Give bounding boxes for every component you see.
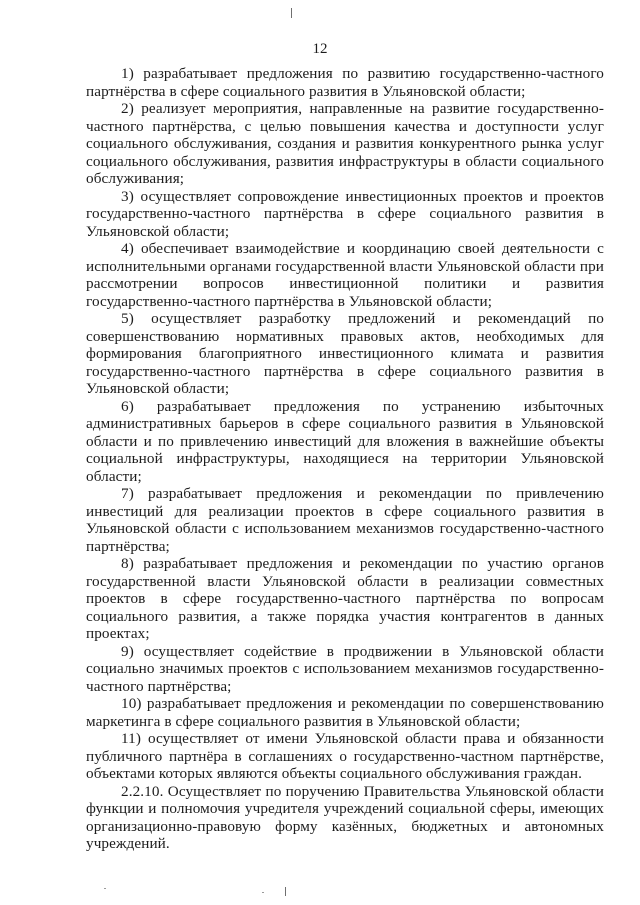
paragraph: 6) разрабатывает предложения по устранению избыточных административных барьеров в сфере социального развития в Ульяновской области и по привлечению инвестиций для вложения в важнейшие объекты социальной инфраструктуры, находящиеся на территории Ульяновской области; [86, 397, 604, 485]
paragraph: 5) осуществляет разработку предложений и рекомендаций по совершенствованию нормативных правовых актов, необходимых для формирования благоприятного инвестиционного климата и развития государственно-частного партнёрства в сфере социального развития в Ульяновской области; [86, 310, 604, 397]
paragraph: 11) осуществляет от имени Ульяновской области права и обязанности публичного партнёра в соглашениях о государственно-частном партнёрстве, объектами которых являются объекты социального обслуживания граждан. [86, 730, 604, 782]
page-number: 12 [312, 41, 328, 57]
paragraph: 10) разрабатывает предложения и рекомендации по совершенствованию маркетинга в сфере социального развития в Ульяновской области; [86, 695, 604, 730]
scan-mark-bottom [285, 887, 286, 896]
paragraph: 1) разрабатывает предложения по развитию государственно-частного партнёрства в сфере социального развития в Ульяновской области; [86, 65, 604, 100]
scan-speck [262, 892, 264, 893]
paragraph: 8) разрабатывает предложения и рекомендации по участию органов государственной власти Ульяновской области в реализации совместных проектов в сфере государственно-частного партнёрства по вопросам социального развития, а также порядка участия контрагентов в данных проектах; [86, 555, 604, 642]
paragraph: 3) осуществляет сопровождение инвестиционных проектов и проектов государственно-частного партнёрства в сфере социального развития в Ульяновской области; [86, 187, 604, 240]
paragraph: 7) разрабатывает предложения и рекомендации по привлечению инвестиций для реализации проектов в сфере социального развития в Ульяновской области с использованием механизмов государственно-частного партнёрства; [86, 485, 604, 555]
scan-speck [104, 888, 106, 889]
paragraph: 9) осуществляет содействие в продвижении в Ульяновской области социально значимых проектов с использованием механизмов государственно-частного партнёрства; [86, 642, 604, 695]
paragraph: 2) реализует мероприятия, направленные на развитие государственно-частного партнёрства, с целью повышения качества и доступности услуг социального обслуживания, создания и развития конкурентного рынка услуг социального обслуживания, развития инфраструктуры в области социального обслуживания; [86, 100, 604, 187]
document-body [86, 65, 604, 853]
paragraph: 4) обеспечивает взаимодействие и координацию своей деятельности с исполнительными органами государственной власти Ульяновской области при рассмотрении вопросов инвестиционной политики и развития государственно-частного партнёрства в Ульяновской области; [86, 240, 604, 310]
paragraph: 2.2.10. Осуществляет по поручению Правительства Ульяновской области функции и полномочия учредителя учреждений социальной сферы, имеющих организационно-правовую форму казённых, бюджетных и автономных учреждений. [86, 782, 604, 852]
scan-mark-top [291, 8, 292, 18]
